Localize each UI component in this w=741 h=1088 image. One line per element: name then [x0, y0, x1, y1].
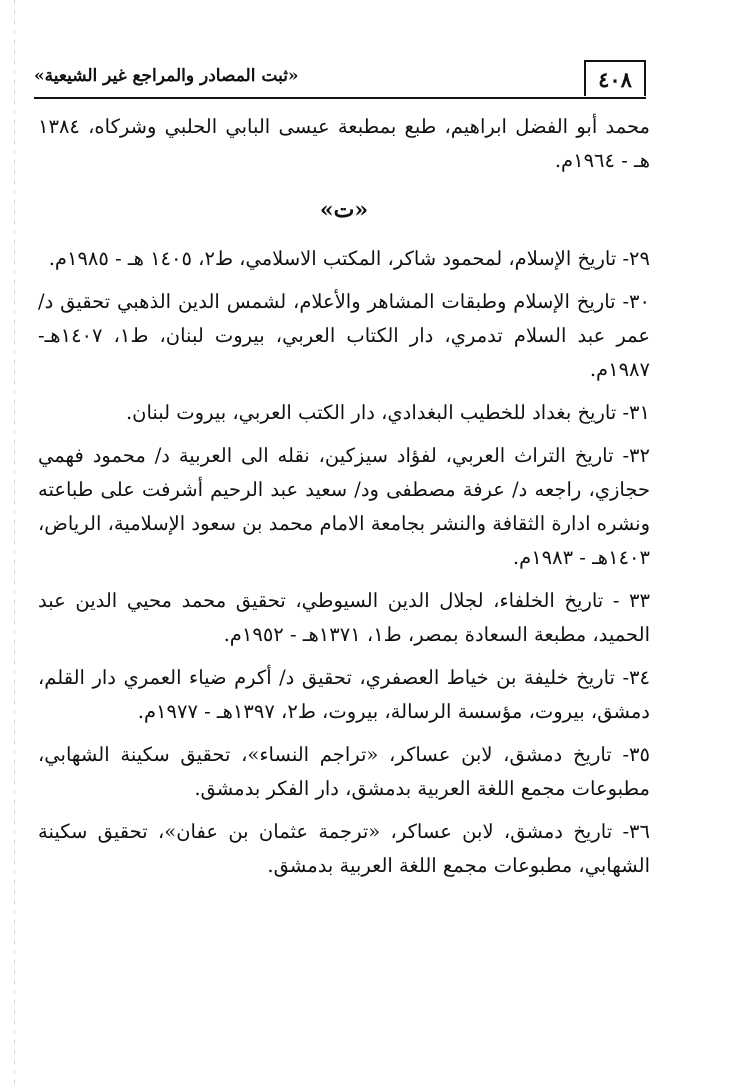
entry-number: ٢٩-: [622, 247, 650, 270]
entry-text: تاريخ بغداد للخطيب البغدادي، دار الكتب العربي، بيروت لبنان.: [125, 401, 623, 424]
page-number: ٤٠٨: [584, 60, 646, 96]
entry-text: تاريخ التراث العربي، لفؤاد سيزكين، نقله الى العربية د/ محمود فهمي حجازي، راجعه د/ عرفة مصطفى ود/ سعيد عبد الرحيم أشرفت على طباعته ونشره ادارة الثقافة والنشر بجامعة الامام محمد بن سعود الإسلامية، الرياض، ١٤٠٣هـ - ١٩٨٣م.: [38, 444, 650, 569]
bibliography-entry-29: [38, 242, 650, 276]
header-rule: [34, 97, 646, 99]
bibliography-entry-30: [38, 285, 650, 387]
entry-number: ٣٣ -: [612, 589, 650, 612]
bibliography-entry-36: [38, 815, 650, 883]
bibliography-entry-34: [38, 661, 650, 729]
page-body: [38, 110, 650, 892]
bibliography-entry-32: [38, 439, 650, 575]
letter-heading: «ت»: [319, 197, 369, 223]
entry-text: تاريخ دمشق، لابن عساكر، «ترجمة عثمان بن عفان»، تحقيق سكينة الشهابي، مطبوعات مجمع اللغة العربية بدمشق.: [38, 820, 650, 877]
bibliography-entry-35: [38, 738, 650, 806]
entry-text: تاريخ خليفة بن خياط العصفري، تحقيق د/ أكرم ضياء العمري دار القلم، دمشق، بيروت، مؤسسة الرسالة، بيروت، ط٢، ١٣٩٧هـ - ١٩٧٧م.: [38, 666, 650, 723]
entry-number: ٣٥-: [622, 743, 650, 766]
scan-edge-line: [14, 0, 15, 1088]
entry-number: ٣١-: [622, 401, 650, 424]
entry-text: تاريخ دمشق، لابن عساكر، «تراجم النساء»، تحقيق سكينة الشهابي، مطبوعات مجمع اللغة العربية بدمشق، دار الفكر بدمشق.: [38, 743, 650, 800]
entry-number: ٣٤-: [622, 666, 650, 689]
entry-number: ٣٦-: [622, 820, 650, 843]
entry-text: تاريخ الإسلام وطبقات المشاهر والأعلام، لشمس الدين الذهبي تحقيق د/ عمر عبد السلام تدمري، دار الكتاب العربي، بيروت لبنان، ط١، ١٤٠٧هـ- ١٩٨٧م.: [38, 290, 650, 381]
entry-number: ٣٠-: [622, 290, 650, 313]
page-header: [34, 58, 646, 98]
entry-text: تاريخ الخلفاء، لجلال الدين السيوطي، تحقيق محمد محيي الدين عبد الحميد، مطبعة السعادة بمصر، ط١، ١٣٧١هـ - ١٩٥٢م.: [38, 589, 650, 646]
bibliography-entry-31: [38, 396, 650, 430]
entry-number: ٣٢-: [622, 444, 650, 467]
intro-paragraph: محمد أبو الفضل ابراهيم، طبع بمطبعة عيسى البابي الحلبي وشركاه، ١٣٨٤ هـ - ١٩٦٤م.: [38, 115, 650, 172]
entry-text: تاريخ الإسلام، لمحمود شاكر، المكتب الاسلامي، ط٢، ١٤٠٥ هـ - ١٩٨٥م.: [48, 247, 623, 270]
running-title: «ثبت المصادر والمراجع غير الشيعية»: [34, 66, 299, 86]
bibliography-entry-33: [38, 584, 650, 652]
